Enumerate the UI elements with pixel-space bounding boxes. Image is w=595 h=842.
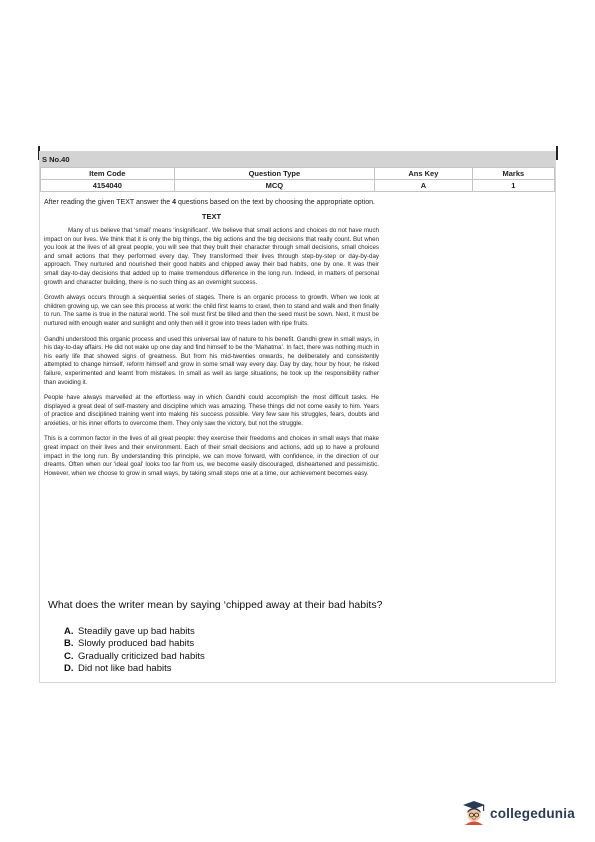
passage-paragraph-2: Growth always occurs through a sequential series of stages. There is an organic process to growth. When we look at children growing up, we can see this process at work: the child first learns to crawl, then to stand and walk and then finally to run. The same is true in the natural world. The soil must first be tilled and then the seed must be sown. Next, it must be nurtured with enough water and sunlight and only then will it grow into trees laden with ripe fruits. [44, 294, 379, 327]
question-type-header: Question Type [174, 168, 374, 180]
instruction-count: 4 [172, 199, 177, 206]
option-a[interactable] [64, 626, 205, 638]
option-b[interactable] [64, 638, 205, 650]
passage-title: TEXT [201, 212, 222, 221]
item-code-value: 4154040 [41, 180, 175, 192]
item-code-header: Item Code [41, 168, 175, 180]
option-text: Gradually criticized bad habits [78, 650, 205, 662]
question-meta-table [40, 167, 555, 192]
serial-number: S No.40 [40, 152, 555, 167]
marks-value: 1 [472, 180, 554, 192]
instruction-prefix: After reading the given TEXT answer the [44, 199, 173, 206]
collegedunia-brand[interactable] [463, 800, 575, 826]
passage-paragraph-5: This is a common factor in the lives of all great people: they exercise their freedoms and choices in small ways that make great impact on their lives and their environment. Each of their small decisions and actions, add up to have a profound impact in the long run. By understanding this principle, we can move forward, with confidence, in the direction of our dreams. Often when our ‘ideal goal’ looks too far from us, we become easily discouraged, disheartened and pessimistic. However, when we choose to grow in small ways, by taking small steps one at a time, our achievement becomes easy. [44, 435, 379, 477]
graduate-avatar-icon [463, 801, 485, 825]
option-text: Slowly produced bad habits [78, 638, 195, 650]
passage-paragraph-3: Gandhi understood this organic process and used this universal law of nature to his benefit. Gandhi grew in small ways, in his day-to-day affairs. He did not wake up one day and find himself to be the ‘Mahatma’. In fact, there was nothing much in his early life that showed signs of greatness. But from his mid-twenties onwards, he deliberately and consistently attempted to change himself, reform himself and grow in some small way every day. Day by day, hour by hour, he risked failure, experimented and learnt from mistakes. In small as well as large situations, he took up the responsibility rather than avoiding it. [44, 335, 379, 386]
question-text: What does the writer mean by saying ‘chipped away at their bad habits? [48, 599, 383, 611]
ans-key-header: Ans Key [375, 168, 473, 180]
marks-header: Marks [472, 168, 554, 180]
crop-mark-right [556, 146, 558, 160]
option-text: Steadily gave up bad habits [78, 626, 195, 637]
option-c[interactable] [64, 651, 205, 663]
question-type-value: MCQ [174, 180, 374, 192]
option-text: Did not like bad habits [78, 663, 172, 675]
instruction-suffix: questions based on the text by choosing the appropriate option. [176, 199, 375, 206]
answer-options [64, 626, 205, 676]
passage-content [40, 192, 383, 478]
meta-header-row [41, 168, 555, 180]
passage-paragraph-1: Many of us believe that ‘small’ means ‘insignificant’. We believe that small actions and choices do not have much impact on our lives. We think that it is only the big things, the big actions and the big decisions that really count. But when you look at the lives of all great people, you will see that they built their character through small decisions, small choices and small actions that they performed every day. They transformed their lives through step-by-step or day-by-day approach. They nurtured and nourished their good habits and chipped away their bad habits, one by one. It was their small day-to-day decisions that added up to make tremendous difference in the long run. Indeed, in matters of personal growth and character building, there is no such thing as an overnight success. [44, 227, 379, 286]
option-d[interactable] [64, 663, 205, 675]
instruction-text [44, 198, 379, 207]
meta-value-row [41, 180, 555, 192]
option-letter: C. [64, 650, 74, 662]
ans-key-value: A [375, 180, 473, 192]
option-letter: D. [64, 663, 74, 675]
passage-paragraph-4: People have always marvelled at the effortless way in which Gandhi could accomplish the most difficult tasks. He displayed a great deal of self-mastery and discipline which was amazing. These things did not come easily to him. Years of practice and disciplined training went into making his success possible. Very few saw his struggles, fears, doubts and anxieties, or his inner efforts to overcome them. They only saw the victory, but not the struggle. [44, 394, 379, 427]
brand-name: collegedunia [490, 805, 575, 821]
option-letter: B. [64, 638, 74, 650]
option-letter: A. [64, 626, 74, 637]
